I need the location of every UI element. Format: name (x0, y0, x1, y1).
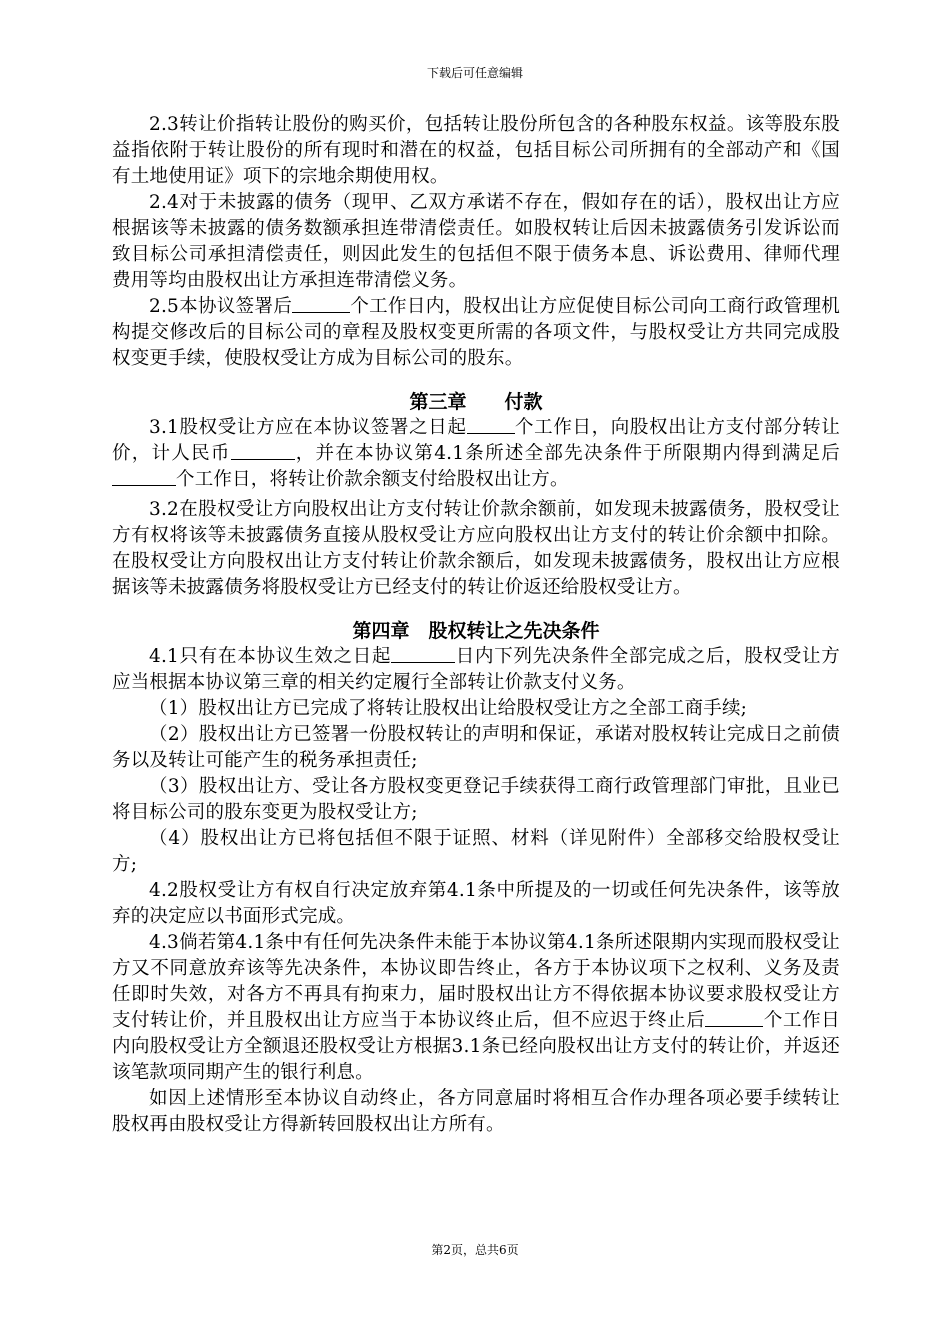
clause-4-1-text-a: 4.1只有在本协议生效之日起 (149, 646, 392, 667)
condition-1: （1）股权出让方已完成了将转让股权出让给股权受让方之全部工商手续; (149, 698, 748, 719)
clause-4-1 (112, 644, 840, 696)
clause-3-2: 3.2在股权受让方向股权出让方支付转让价款余额前，如发现未披露债务，股权受让方有权将该等未披露债务直接从股权受让方应向股权出让方支付的转让价余额中扣除。在股权受让方向股权出让方支付转让价款余额后，如发现未披露债务，股权出让方应根据该等未披露债务将股权受让方已经支付的转让价返还给股权受让方。 (112, 499, 840, 598)
document-body (112, 112, 840, 1138)
clause-4-3 (112, 930, 840, 1086)
clause-2-3: 2.3转让价指转让股份的购买价，包括转让股份所包含的各种股东权益。该等股东股益指依附于转让股份的所有现时和潜在的权益，包括目标公司所拥有的全部动产和《国有土地使用证》项下的宗地余期使用权。 (112, 114, 840, 187)
fill-in-blank (231, 443, 295, 460)
clause-2-5-text-b: 个工作日内，股权出让方应促使目标公司向工商行政管理机构提交修改后的目标公司的章程及股权变更所需的各项文件，与股权受让方共同完成股权变更手续，使股权受让方成为目标公司的股东。 (112, 296, 841, 369)
clause-2-5-text-a: 2.5本协议签署后 (149, 296, 293, 317)
clause-4-2: 4.2股权受让方有权自行决定放弃第4.1条中所提及的一切或任何先决条件，该等放弃的决定应以书面形式完成。 (112, 880, 840, 927)
condition-4: （4）股权出让方已将包括但不限于证照、材料（详见附件）全部移交给股权受让方; (112, 828, 840, 875)
chapter-4-title: 第四章 股权转让之先决条件 (352, 620, 600, 642)
clause-3-1-text-d: 个工作日，将转让价款余额支付给股权出让方。 (176, 469, 569, 490)
clause-2-5 (112, 294, 840, 372)
condition-3: （3）股权出让方、受让各方股权变更登记手续获得工商行政管理部门审批，且业已将目标公司的股东变更为股权受让方; (112, 776, 840, 823)
page-footer: 第2页，总共6页 (431, 1243, 519, 1257)
fill-in-blank (112, 469, 176, 486)
clause-3-1-text-b: 个工作日，向股权出让方支付部分转让价，计人民币 (112, 417, 840, 464)
fill-in-blank (467, 417, 515, 434)
fill-in-blank (705, 1010, 763, 1027)
closing-paragraph: 如因上述情形至本协议自动终止，各方同意届时将相互合作办理各项必要手续转让股权再由股权受让方得新转回股权出让方所有。 (112, 1088, 840, 1135)
clause-4-3-text-b: 个工作日内向股权受让方全额退还股权受让方根据3.1条已经向股权出让方支付的转让价，并返还该笔款项同期产生的银行利息。 (112, 1010, 840, 1083)
clause-3-1 (112, 415, 840, 493)
page-header: 下载后可任意编辑 (426, 66, 523, 80)
fill-in-blank (391, 646, 455, 663)
clause-3-1-text-a: 3.1股权受让方应在本协议签署之日起 (149, 417, 467, 438)
chapter-3-title: 第三章 付款 (409, 391, 543, 413)
condition-2: （2）股权出让方已签署一份股权转让的声明和保证，承诺对股权转让完成日之前债务以及转让可能产生的税务承担责任; (112, 724, 840, 771)
fill-in-blank (292, 296, 350, 313)
clause-2-4: 2.4对于未披露的债务（现甲、乙双方承诺不存在，假如存在的话），股权出让方应根据该等未披露的债务数额承担连带清偿责任。如股权转让后因未披露债务引发诉讼而致目标公司承担清偿责任，则因此发生的包括但不限于债务本息、诉讼费用、律师代理费用等均由股权出让方承担连带清偿义务。 (112, 192, 840, 291)
clause-4-3-text-a: 4.3倘若第4.1条中有任何先决条件未能于本协议第4.1条所述限期内实现而股权受让方又不同意放弃该等先决条件，本协议即告终止，各方于本协议项下之权利、义务及责任即时失效，对各方不再具有拘束力，届时股权出让方不得依据本协议要求股权受让方支付转让价，并且股权出让方应当于本协议终止后，但不应迟于终止后 (112, 932, 840, 1031)
clause-3-1-text-c: ，并在本协议第4.1条所述全部先决条件于所限期内得到满足后 (294, 443, 840, 464)
clause-4-1-text-b: 日内下列先决条件全部完成之后，股权受让方应当根据本协议第三章的相关约定履行全部转让价款支付义务。 (112, 646, 840, 693)
